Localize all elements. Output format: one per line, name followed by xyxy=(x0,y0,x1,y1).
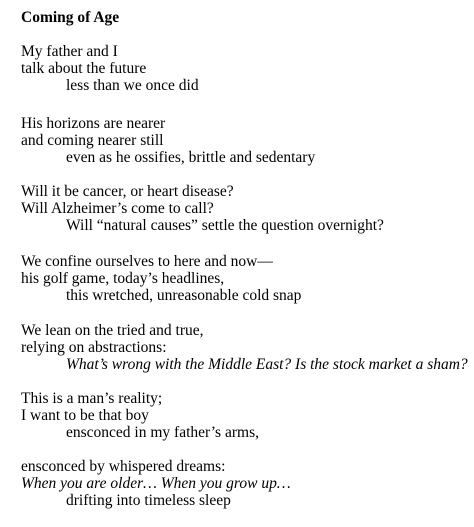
poem-title: Coming of Age xyxy=(21,9,120,26)
poem-line-indented: Will “natural causes” settle the question overnight? xyxy=(66,217,384,235)
poem-line-indented: less than we once did xyxy=(66,76,199,94)
poem-line: ensconced by whispered dreams: xyxy=(21,458,226,475)
poem-line-italic: When you are older… When you grow up… xyxy=(21,475,291,493)
poem-line: and coming nearer still xyxy=(21,132,164,150)
poem-line-indented: even as he ossifies, brittle and sedentary xyxy=(66,149,316,167)
stanza-2 xyxy=(21,115,471,167)
poem-line: My father and I xyxy=(21,42,118,60)
poem-line: talk about the future xyxy=(21,59,147,77)
poem-line-indented: this wretched, unreasonable cold snap xyxy=(66,287,302,305)
poem-line: We lean on the tried and true, xyxy=(21,322,204,339)
stanza-6 xyxy=(21,390,471,442)
poem-line: Will Alzheimer’s come to call? xyxy=(21,200,214,218)
poem-line-indented: drifting into timeless sleep xyxy=(66,492,231,510)
poem-line: his golf game, today’s headlines, xyxy=(21,270,225,288)
poem-line-indented: ensconced in my father’s arms, xyxy=(66,424,259,442)
poem-line: This is a man’s reality; xyxy=(21,390,163,407)
poem-line: His horizons are nearer xyxy=(21,115,166,132)
poem-line: relying on abstractions: xyxy=(21,339,167,357)
stanza-5 xyxy=(21,322,471,374)
stanza-4 xyxy=(21,253,471,305)
stanza-7 xyxy=(21,458,471,510)
poem-line: I want to be that boy xyxy=(21,407,149,425)
stanza-1 xyxy=(21,43,471,95)
poem-line: We confine ourselves to here and now— xyxy=(21,253,273,270)
poem-line-indented-italic: What’s wrong with the Middle East? Is the stock market a sham? xyxy=(66,356,468,374)
poem-line: Will it be cancer, or heart disease? xyxy=(21,183,234,200)
stanza-3 xyxy=(21,183,471,235)
